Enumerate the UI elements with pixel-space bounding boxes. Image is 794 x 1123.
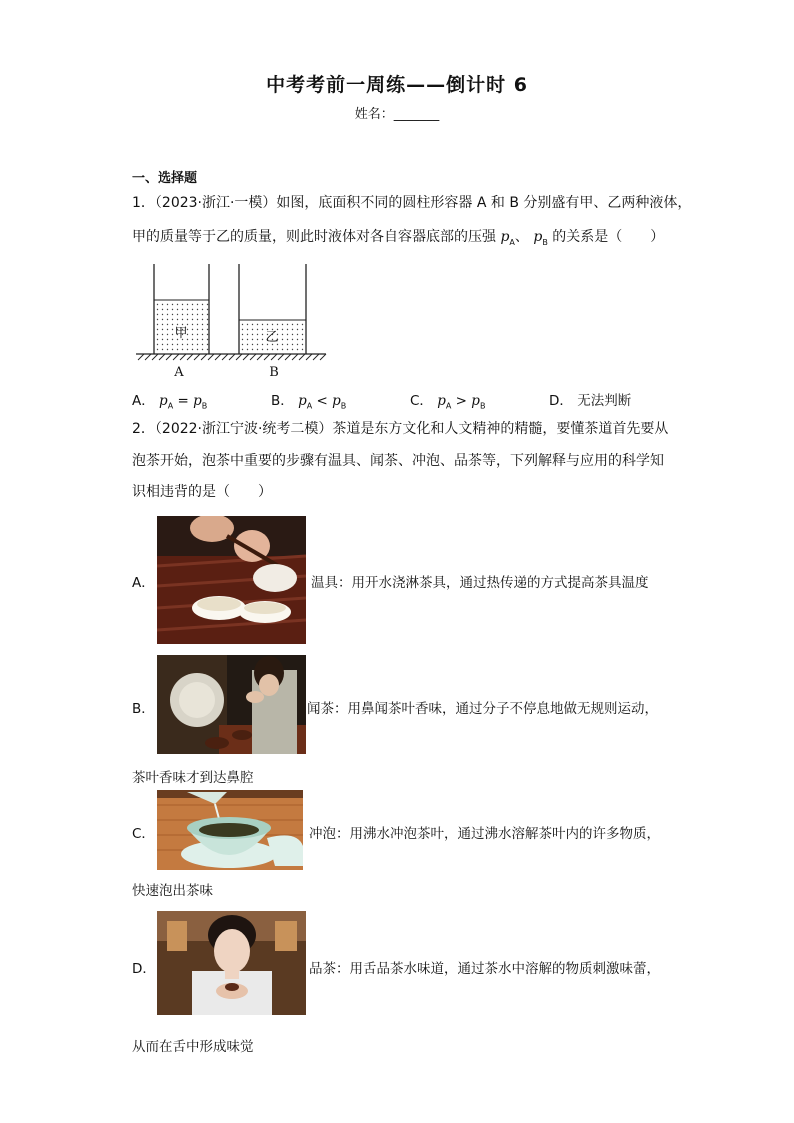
q1-line-2-post: 的关系是（ ） xyxy=(547,229,665,245)
q1-line-2 xyxy=(132,227,664,253)
q2-line-3: 识相违背的是（ ） xyxy=(132,484,272,500)
q2-option-d-cont: 从而在舌中形成味觉 xyxy=(132,1039,254,1055)
q2-option-c-cont: 快速泡出茶味 xyxy=(132,883,213,899)
q2-line-2: 泡茶开始，泡茶中重要的步骤有温具、闻茶、冲泡、品茶等，下列解释与应用的科学知 xyxy=(132,453,664,469)
tea-brewing-photo xyxy=(157,790,303,870)
q1-line-2-pre: 甲的质量等于乙的质量，则此时液体对各自容器底部的压强 xyxy=(132,229,501,245)
liquid-b-label: 乙 xyxy=(265,330,279,345)
q2-option-c-label[interactable]: C． xyxy=(132,826,155,842)
separator: 、 xyxy=(514,229,529,245)
q2-line-1: 2．（2022·浙江宁波·统考二模）茶道是东方文化和人文精神的精髓，要懂茶道首先要从 xyxy=(132,421,669,437)
container-a-label: A xyxy=(174,365,184,380)
section-title: 一、选择题 xyxy=(132,171,198,186)
var-p: p xyxy=(500,229,510,245)
var-p: p xyxy=(533,229,543,245)
q1-option-b[interactable]: B． $p_A < p_B$ xyxy=(271,393,347,411)
tea-tasting-photo xyxy=(157,911,306,1015)
q2-option-b-text: 闻茶：用鼻闻茶叶香味，通过分子不停息地做无规则运动， xyxy=(307,701,658,717)
container-figure xyxy=(130,262,330,382)
q2-option-a-text: 温具：用开水浇淋茶具，通过热传递的方式提高茶具温度 xyxy=(311,575,649,591)
q2-option-a-label[interactable]: A． xyxy=(132,575,155,591)
q2-option-d-label[interactable]: D． xyxy=(132,961,156,977)
name-blank[interactable]: _______ xyxy=(393,107,440,122)
sub-a: A xyxy=(509,237,515,247)
q1-line-1: 1．（2023·浙江·一模）如图，底面积不同的圆柱形容器 A 和 B 分别盛有甲、乙两种液体， xyxy=(132,195,692,211)
container-b-label: B xyxy=(269,365,279,380)
q2-option-b-cont: 茶叶香味才到达鼻腔 xyxy=(132,770,254,786)
ground-hatching xyxy=(138,354,326,360)
q1-option-d[interactable]: D． 无法判断 xyxy=(549,393,632,409)
liquid-a-label: 甲 xyxy=(174,326,188,341)
name-field xyxy=(0,103,794,122)
name-label: 姓名： xyxy=(354,107,394,122)
q2-option-b-label[interactable]: B． xyxy=(132,701,155,717)
q1-option-a[interactable]: A． $p_A = p_B$ xyxy=(132,393,208,411)
tea-smelling-photo xyxy=(157,655,306,754)
q2-option-c-text: 冲泡：用沸水冲泡茶叶，通过沸水溶解茶叶内的许多物质， xyxy=(309,826,660,842)
q1-option-c[interactable]: C． $p_A > p_B$ xyxy=(410,393,486,411)
page-title: 中考考前一周练——倒计时 6 xyxy=(266,74,528,96)
tea-warming-photo xyxy=(157,516,306,644)
sub-b: B xyxy=(542,237,548,247)
q2-option-d-text: 品茶：用舌品茶水味道，通过茶水中溶解的物质刺激味蕾， xyxy=(309,961,660,977)
